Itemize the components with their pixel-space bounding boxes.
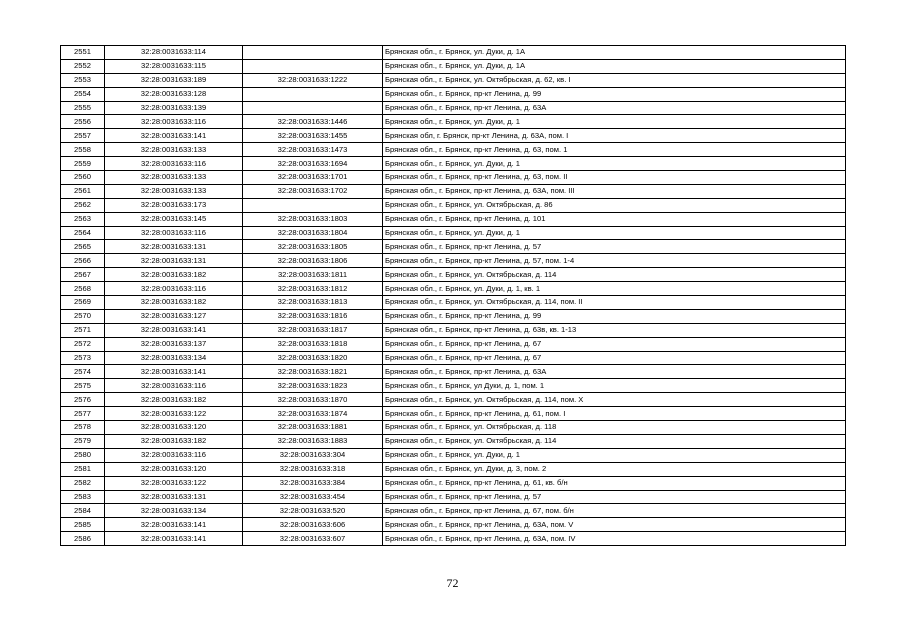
address-cell: Брянская обл., г. Брянск, пр-кт Ленина, д. 67 [383, 337, 846, 351]
object-cadastral-number-cell: 32:28:0031633:1813 [243, 296, 383, 310]
row-number-cell: 2569 [61, 296, 105, 310]
address-cell: Брянская обл., г. Брянск, пр-кт Ленина, д. 63в, кв. 1-13 [383, 323, 846, 337]
address-cell: Брянская обл., г. Брянск, пр-кт Ленина, д. 57, пом. 1-4 [383, 254, 846, 268]
table-row [61, 143, 846, 157]
parcel-cadastral-number-cell: 32:28:0031633:115 [105, 59, 243, 73]
table-row [61, 184, 846, 198]
address-cell: Брянская обл., г. Брянск, пр-кт Ленина, д. 61, кв. б/н [383, 476, 846, 490]
object-cadastral-number-cell: 32:28:0031633:1818 [243, 337, 383, 351]
object-cadastral-number-cell: 32:28:0031633:1883 [243, 434, 383, 448]
table-row [61, 448, 846, 462]
parcel-cadastral-number-cell: 32:28:0031633:182 [105, 393, 243, 407]
object-cadastral-number-cell: 32:28:0031633:1816 [243, 309, 383, 323]
row-number-cell: 2570 [61, 309, 105, 323]
table-row [61, 59, 846, 73]
table-row [61, 407, 846, 421]
address-cell: Брянская обл., г. Брянск, ул. Дуки, д. 3, пом. 2 [383, 462, 846, 476]
object-cadastral-number-cell: 32:28:0031633:607 [243, 532, 383, 546]
parcel-cadastral-number-cell: 32:28:0031633:182 [105, 268, 243, 282]
row-number-cell: 2553 [61, 73, 105, 87]
object-cadastral-number-cell [243, 198, 383, 212]
parcel-cadastral-number-cell: 32:28:0031633:116 [105, 115, 243, 129]
row-number-cell: 2584 [61, 504, 105, 518]
address-cell: Брянская обл., г. Брянск, пр-кт Ленина, д. 101 [383, 212, 846, 226]
address-cell: Брянская обл., г. Брянск, пр-кт Ленина, д. 99 [383, 87, 846, 101]
object-cadastral-number-cell: 32:28:0031633:1870 [243, 393, 383, 407]
object-cadastral-number-cell: 32:28:0031633:1473 [243, 143, 383, 157]
object-cadastral-number-cell: 32:28:0031633:606 [243, 518, 383, 532]
registry-table [60, 45, 846, 546]
object-cadastral-number-cell: 32:28:0031633:1821 [243, 365, 383, 379]
object-cadastral-number-cell: 32:28:0031633:1804 [243, 226, 383, 240]
parcel-cadastral-number-cell: 32:28:0031633:122 [105, 407, 243, 421]
row-number-cell: 2581 [61, 462, 105, 476]
table-row [61, 393, 846, 407]
parcel-cadastral-number-cell: 32:28:0031633:139 [105, 101, 243, 115]
address-cell: Брянская обл., г. Брянск, пр-кт Ленина, д. 63А, пом. IV [383, 532, 846, 546]
parcel-cadastral-number-cell: 32:28:0031633:133 [105, 171, 243, 185]
row-number-cell: 2556 [61, 115, 105, 129]
address-cell: Брянская обл., г. Брянск, пр-кт Ленина, д. 67 [383, 351, 846, 365]
object-cadastral-number-cell [243, 46, 383, 60]
table-row [61, 73, 846, 87]
address-cell: Брянская обл., г. Брянск, ул. Дуки, д. 1 [383, 226, 846, 240]
address-cell: Брянская обл., г. Брянск, ул. Дуки, д. 1 [383, 448, 846, 462]
table-row [61, 421, 846, 435]
row-number-cell: 2555 [61, 101, 105, 115]
object-cadastral-number-cell: 32:28:0031633:1701 [243, 171, 383, 185]
row-number-cell: 2563 [61, 212, 105, 226]
parcel-cadastral-number-cell: 32:28:0031633:116 [105, 282, 243, 296]
row-number-cell: 2579 [61, 434, 105, 448]
address-cell: Брянская обл., г. Брянск, пр-кт Ленина, д. 63, пом. 1 [383, 143, 846, 157]
row-number-cell: 2565 [61, 240, 105, 254]
address-cell: Брянская обл., г. Брянск, пр-кт Ленина, д. 67, пом. б/н [383, 504, 846, 518]
row-number-cell: 2560 [61, 171, 105, 185]
row-number-cell: 2561 [61, 184, 105, 198]
table-row [61, 115, 846, 129]
parcel-cadastral-number-cell: 32:28:0031633:134 [105, 351, 243, 365]
table-row [61, 226, 846, 240]
object-cadastral-number-cell: 32:28:0031633:1823 [243, 379, 383, 393]
object-cadastral-number-cell: 32:28:0031633:1874 [243, 407, 383, 421]
address-cell: Брянская обл., г. Брянск, пр-кт Ленина, д. 99 [383, 309, 846, 323]
table-row [61, 171, 846, 185]
table-row [61, 240, 846, 254]
object-cadastral-number-cell: 32:28:0031633:1455 [243, 129, 383, 143]
page-number: 72 [446, 576, 459, 590]
object-cadastral-number-cell: 32:28:0031633:1222 [243, 73, 383, 87]
object-cadastral-number-cell: 32:28:0031633:1702 [243, 184, 383, 198]
row-number-cell: 2582 [61, 476, 105, 490]
row-number-cell: 2574 [61, 365, 105, 379]
object-cadastral-number-cell: 32:28:0031633:454 [243, 490, 383, 504]
table-row [61, 46, 846, 60]
parcel-cadastral-number-cell: 32:28:0031633:116 [105, 226, 243, 240]
address-cell: Брянская обл, г. Брянск, пр-кт Ленина, д. 63А, пом. I [383, 129, 846, 143]
object-cadastral-number-cell: 32:28:0031633:1806 [243, 254, 383, 268]
address-cell: Брянская обл., г. Брянск, ул. Октябрьская, д. 86 [383, 198, 846, 212]
table-row [61, 323, 846, 337]
table-row [61, 268, 846, 282]
row-number-cell: 2568 [61, 282, 105, 296]
row-number-cell: 2552 [61, 59, 105, 73]
parcel-cadastral-number-cell: 32:28:0031633:116 [105, 379, 243, 393]
parcel-cadastral-number-cell: 32:28:0031633:137 [105, 337, 243, 351]
parcel-cadastral-number-cell: 32:28:0031633:133 [105, 184, 243, 198]
row-number-cell: 2554 [61, 87, 105, 101]
table-row [61, 212, 846, 226]
address-cell: Брянская обл., г. Брянск, пр-кт Ленина, д. 63А [383, 101, 846, 115]
table-row [61, 490, 846, 504]
object-cadastral-number-cell: 32:28:0031633:1811 [243, 268, 383, 282]
address-cell: Брянская обл., г. Брянск, ул. Дуки, д. 1 [383, 157, 846, 171]
parcel-cadastral-number-cell: 32:28:0031633:131 [105, 490, 243, 504]
row-number-cell: 2573 [61, 351, 105, 365]
address-cell: Брянская обл., г. Брянск, ул. Октябрьская, д. 62, кв. I [383, 73, 846, 87]
parcel-cadastral-number-cell: 32:28:0031633:116 [105, 157, 243, 171]
parcel-cadastral-number-cell: 32:28:0031633:131 [105, 240, 243, 254]
parcel-cadastral-number-cell: 32:28:0031633:131 [105, 254, 243, 268]
parcel-cadastral-number-cell: 32:28:0031633:114 [105, 46, 243, 60]
object-cadastral-number-cell: 32:28:0031633:1881 [243, 421, 383, 435]
object-cadastral-number-cell [243, 87, 383, 101]
table-row [61, 309, 846, 323]
object-cadastral-number-cell: 32:28:0031633:1805 [243, 240, 383, 254]
address-cell: Брянская обл., г. Брянск, ул. Октябрьская, д. 114 [383, 268, 846, 282]
row-number-cell: 2577 [61, 407, 105, 421]
table-row [61, 282, 846, 296]
parcel-cadastral-number-cell: 32:28:0031633:122 [105, 476, 243, 490]
parcel-cadastral-number-cell: 32:28:0031633:141 [105, 518, 243, 532]
table-row [61, 129, 846, 143]
object-cadastral-number-cell [243, 101, 383, 115]
table-row [61, 462, 846, 476]
parcel-cadastral-number-cell: 32:28:0031633:133 [105, 143, 243, 157]
parcel-cadastral-number-cell: 32:28:0031633:127 [105, 309, 243, 323]
object-cadastral-number-cell: 32:28:0031633:1820 [243, 351, 383, 365]
object-cadastral-number-cell [243, 59, 383, 73]
object-cadastral-number-cell: 32:28:0031633:1817 [243, 323, 383, 337]
row-number-cell: 2551 [61, 46, 105, 60]
table-row [61, 365, 846, 379]
table-row [61, 379, 846, 393]
address-cell: Брянская обл., г. Брянск, пр-кт Ленина, д. 63, пом. II [383, 171, 846, 185]
parcel-cadastral-number-cell: 32:28:0031633:116 [105, 448, 243, 462]
object-cadastral-number-cell: 32:28:0031633:1803 [243, 212, 383, 226]
address-cell: Брянская обл., г. Брянск, пр-кт Ленина, д. 61, пом. I [383, 407, 846, 421]
parcel-cadastral-number-cell: 32:28:0031633:141 [105, 532, 243, 546]
address-cell: Брянская обл., г. Брянск, пр-кт Ленина, д. 63А, пом. V [383, 518, 846, 532]
table-row [61, 296, 846, 310]
object-cadastral-number-cell: 32:28:0031633:304 [243, 448, 383, 462]
address-cell: Брянская обл., г. Брянск, ул. Октябрьская, д. 118 [383, 421, 846, 435]
object-cadastral-number-cell: 32:28:0031633:1694 [243, 157, 383, 171]
row-number-cell: 2586 [61, 532, 105, 546]
table-row [61, 476, 846, 490]
table-row [61, 518, 846, 532]
parcel-cadastral-number-cell: 32:28:0031633:141 [105, 323, 243, 337]
address-cell: Брянская обл., г. Брянск, пр-кт Ленина, д. 63А [383, 365, 846, 379]
address-cell: Брянская обл., г. Брянск, пр-кт Ленина, д. 57 [383, 240, 846, 254]
table-row [61, 254, 846, 268]
table-row [61, 157, 846, 171]
parcel-cadastral-number-cell: 32:28:0031633:189 [105, 73, 243, 87]
row-number-cell: 2572 [61, 337, 105, 351]
object-cadastral-number-cell: 32:28:0031633:520 [243, 504, 383, 518]
address-cell: Брянская обл., г. Брянск, ул. Дуки, д. 1, кв. 1 [383, 282, 846, 296]
parcel-cadastral-number-cell: 32:28:0031633:182 [105, 296, 243, 310]
table-row [61, 351, 846, 365]
address-cell: Брянская обл., г. Брянск, ул. Дуки, д. 1 [383, 115, 846, 129]
table-row [61, 434, 846, 448]
address-cell: Брянская обл., г. Брянск, пр-кт Ленина, д. 57 [383, 490, 846, 504]
parcel-cadastral-number-cell: 32:28:0031633:134 [105, 504, 243, 518]
row-number-cell: 2566 [61, 254, 105, 268]
address-cell: Брянская обл., г. Брянск, ул. Дуки, д. 1А [383, 46, 846, 60]
object-cadastral-number-cell: 32:28:0031633:1812 [243, 282, 383, 296]
object-cadastral-number-cell: 32:28:0031633:318 [243, 462, 383, 476]
address-cell: Брянская обл., г. Брянск, ул. Октябрьская, д. 114 [383, 434, 846, 448]
parcel-cadastral-number-cell: 32:28:0031633:120 [105, 421, 243, 435]
row-number-cell: 2585 [61, 518, 105, 532]
table-row [61, 101, 846, 115]
object-cadastral-number-cell: 32:28:0031633:384 [243, 476, 383, 490]
row-number-cell: 2576 [61, 393, 105, 407]
parcel-cadastral-number-cell: 32:28:0031633:128 [105, 87, 243, 101]
address-cell: Брянская обл., г. Брянск, пр-кт Ленина, д. 63А, пом. III [383, 184, 846, 198]
row-number-cell: 2583 [61, 490, 105, 504]
row-number-cell: 2557 [61, 129, 105, 143]
table-row [61, 198, 846, 212]
table-row [61, 532, 846, 546]
table-row [61, 337, 846, 351]
row-number-cell: 2564 [61, 226, 105, 240]
registry-table-body [61, 46, 846, 546]
parcel-cadastral-number-cell: 32:28:0031633:141 [105, 129, 243, 143]
parcel-cadastral-number-cell: 32:28:0031633:120 [105, 462, 243, 476]
table-row [61, 504, 846, 518]
table-row [61, 87, 846, 101]
address-cell: Брянская обл., г. Брянск, ул. Октябрьская, д. 114, пом. II [383, 296, 846, 310]
row-number-cell: 2575 [61, 379, 105, 393]
parcel-cadastral-number-cell: 32:28:0031633:182 [105, 434, 243, 448]
row-number-cell: 2567 [61, 268, 105, 282]
address-cell: Брянская обл., г. Брянск, ул. Дуки, д. 1А [383, 59, 846, 73]
address-cell: Брянская обл., г. Брянск, ул Дуки, д. 1, пом. 1 [383, 379, 846, 393]
address-cell: Брянская обл., г. Брянск, ул. Октябрьская, д. 114, пом. X [383, 393, 846, 407]
row-number-cell: 2562 [61, 198, 105, 212]
parcel-cadastral-number-cell: 32:28:0031633:145 [105, 212, 243, 226]
row-number-cell: 2558 [61, 143, 105, 157]
row-number-cell: 2559 [61, 157, 105, 171]
row-number-cell: 2580 [61, 448, 105, 462]
object-cadastral-number-cell: 32:28:0031633:1446 [243, 115, 383, 129]
row-number-cell: 2571 [61, 323, 105, 337]
parcel-cadastral-number-cell: 32:28:0031633:141 [105, 365, 243, 379]
row-number-cell: 2578 [61, 421, 105, 435]
parcel-cadastral-number-cell: 32:28:0031633:173 [105, 198, 243, 212]
